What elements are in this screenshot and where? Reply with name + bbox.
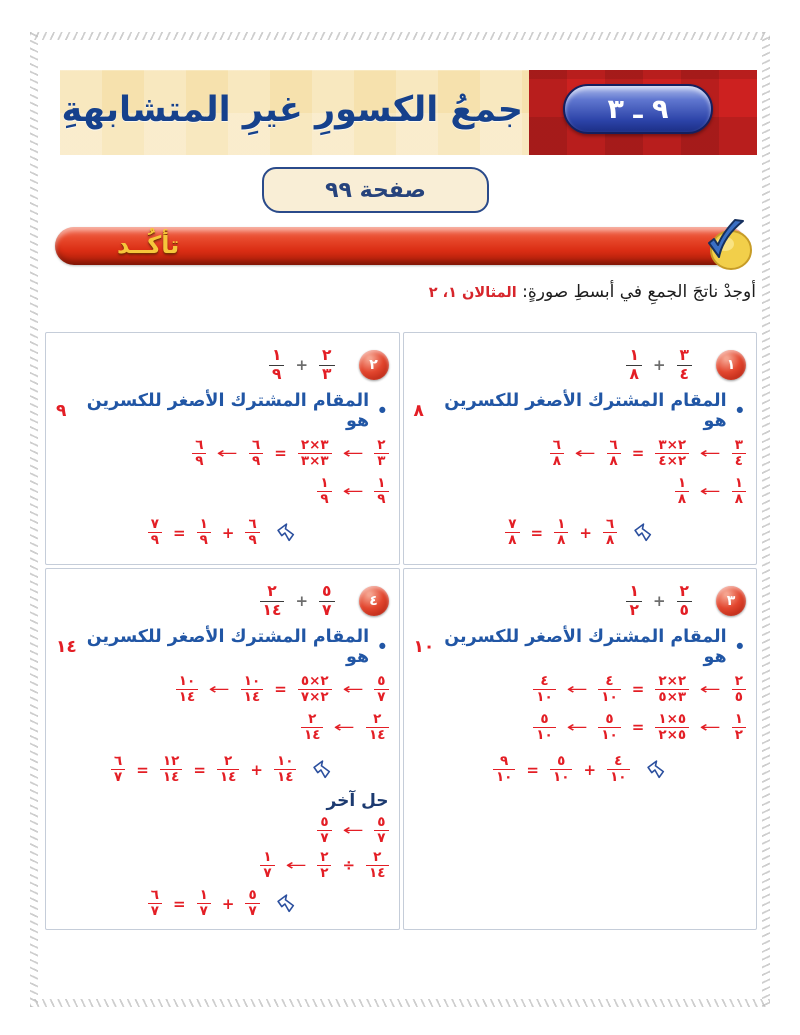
fraction-numerator: ١ bbox=[377, 474, 386, 491]
operator: + bbox=[295, 592, 309, 610]
fraction-numerator: ٩ bbox=[500, 753, 509, 770]
fraction bbox=[607, 754, 629, 785]
work-line-2 bbox=[56, 712, 389, 743]
fraction bbox=[366, 712, 388, 743]
work-line-2 bbox=[414, 476, 747, 507]
left-arrow-icon: ← bbox=[217, 444, 239, 463]
fraction bbox=[505, 517, 519, 548]
work-line-1 bbox=[414, 674, 747, 705]
result-line bbox=[414, 517, 747, 548]
fraction bbox=[245, 517, 259, 548]
fraction-denominator: ١٠ bbox=[598, 727, 620, 743]
left-arrow-icon: ← bbox=[699, 680, 722, 699]
fraction-denominator: ١٤ bbox=[366, 865, 388, 881]
examples-reference: المثالان ١، ٢ bbox=[428, 285, 517, 301]
fraction bbox=[260, 583, 285, 618]
fraction bbox=[241, 674, 263, 705]
alt-work-line-2 bbox=[56, 850, 389, 881]
fraction-denominator: ١٠ bbox=[550, 769, 572, 785]
problem-expression bbox=[626, 583, 692, 618]
bullet-icon: • bbox=[733, 398, 746, 423]
fraction-numerator: ١ bbox=[557, 516, 566, 533]
fraction-numerator: ٦ bbox=[150, 887, 160, 904]
fraction-numerator: ٥ bbox=[605, 710, 614, 727]
fraction bbox=[319, 347, 334, 382]
fraction-numerator: ٥ bbox=[377, 814, 386, 831]
work-line-1 bbox=[414, 438, 747, 469]
fraction bbox=[655, 438, 689, 469]
fraction bbox=[197, 888, 211, 919]
fraction-denominator: ٩ bbox=[192, 453, 206, 469]
operator: + bbox=[652, 592, 666, 610]
fraction bbox=[732, 712, 746, 743]
fraction-numerator: ٧ bbox=[508, 516, 517, 533]
fraction-denominator: ١٠ bbox=[533, 689, 555, 705]
lcd-statement bbox=[414, 391, 747, 431]
lcd-statement bbox=[56, 391, 389, 431]
fraction bbox=[249, 438, 263, 469]
problem-expression bbox=[260, 583, 335, 618]
fraction-numerator: ٥×١ bbox=[658, 710, 687, 727]
operator: = bbox=[631, 444, 645, 463]
fraction bbox=[533, 674, 555, 705]
fraction bbox=[192, 438, 206, 469]
problem-header-row bbox=[56, 575, 389, 625]
fraction-denominator: ٥×٢ bbox=[655, 727, 689, 743]
lesson-number-pill: ٩ ـ ٣ bbox=[563, 84, 713, 134]
fraction-denominator: ٧ bbox=[374, 689, 388, 705]
fraction-numerator: ١٠ bbox=[243, 673, 261, 689]
operator: = bbox=[274, 444, 287, 463]
fraction bbox=[301, 712, 323, 743]
problem-header-row bbox=[414, 575, 747, 625]
check-coin-icon bbox=[693, 213, 759, 277]
fraction bbox=[677, 583, 692, 618]
operator: = bbox=[530, 523, 544, 542]
decorative-border-bottom bbox=[30, 999, 770, 1007]
lcd-value: ٩ bbox=[56, 401, 67, 421]
fraction-numerator: ٣ bbox=[679, 346, 689, 365]
fraction-numerator: ٢ bbox=[373, 710, 382, 727]
operator: + bbox=[221, 523, 235, 542]
fraction bbox=[148, 888, 162, 919]
fraction-numerator: ٢×٥ bbox=[300, 673, 329, 689]
fraction bbox=[603, 517, 617, 548]
fraction-denominator: ١٤ bbox=[176, 689, 198, 705]
alternative-solution-label: حل آخر bbox=[326, 791, 389, 812]
fraction-denominator: ٣ bbox=[374, 453, 388, 469]
fraction-denominator: ٩ bbox=[245, 532, 259, 548]
lcd-value: ١٠ bbox=[413, 637, 435, 657]
fraction bbox=[197, 517, 211, 548]
instruction-line bbox=[196, 282, 756, 302]
fraction bbox=[655, 674, 689, 705]
fraction bbox=[554, 517, 568, 548]
fraction-denominator: ٨ bbox=[732, 491, 746, 507]
fraction-denominator: ١٤ bbox=[160, 769, 182, 785]
operator: ÷ bbox=[342, 856, 356, 875]
fraction-numerator: ٤ bbox=[605, 673, 614, 689]
left-arrow-icon: ← bbox=[574, 444, 596, 463]
result-line bbox=[56, 517, 389, 548]
problem-header-row bbox=[414, 339, 747, 389]
fraction-denominator: ٨ bbox=[626, 365, 641, 383]
fraction-numerator: ٤ bbox=[540, 673, 549, 689]
left-arrow-icon: ← bbox=[699, 444, 722, 463]
operator: = bbox=[526, 760, 539, 779]
left-arrow-icon: ← bbox=[208, 680, 231, 699]
fraction-denominator: ٨ bbox=[603, 532, 617, 548]
fraction bbox=[148, 517, 162, 548]
answer-arrow-icon bbox=[646, 760, 667, 780]
fraction-numerator: ٥ bbox=[377, 673, 386, 689]
operator: + bbox=[583, 760, 597, 779]
fraction-denominator: ١٤ bbox=[366, 727, 388, 743]
fraction-denominator: ٢ bbox=[626, 601, 641, 619]
operator: = bbox=[173, 523, 186, 542]
fraction-numerator: ٦ bbox=[552, 437, 561, 453]
operator: = bbox=[631, 680, 645, 699]
left-arrow-icon: ← bbox=[566, 680, 588, 699]
fraction-numerator: ٢ bbox=[373, 848, 382, 865]
fraction-numerator: ٢×٣ bbox=[658, 437, 687, 453]
fraction-numerator: ٦ bbox=[248, 516, 257, 533]
fraction bbox=[298, 674, 332, 705]
problem-expression bbox=[626, 347, 692, 382]
lcd-text: المقام المشترك الأصغر للكسرين هو bbox=[444, 391, 727, 431]
lcd-text: المقام المشترك الأصغر للكسرين هو bbox=[86, 627, 370, 667]
fraction bbox=[732, 476, 746, 507]
operator: = bbox=[274, 680, 287, 699]
fraction-numerator: ٢×٢ bbox=[658, 673, 687, 689]
fraction-numerator: ٢ bbox=[308, 710, 317, 727]
fraction bbox=[317, 815, 331, 846]
operator: + bbox=[652, 356, 666, 374]
operator: = bbox=[136, 760, 149, 779]
banner-red-area bbox=[529, 70, 757, 155]
fraction-numerator: ١ bbox=[677, 474, 687, 491]
fraction bbox=[374, 438, 388, 469]
problem-number-badge: ٣ bbox=[716, 586, 746, 616]
fraction bbox=[176, 674, 198, 705]
answer-arrow-icon bbox=[276, 894, 297, 914]
operator: + bbox=[579, 523, 592, 542]
fraction-denominator: ١٠ bbox=[533, 727, 555, 743]
fraction-denominator: ١٤ bbox=[301, 727, 323, 743]
answer-arrow-icon bbox=[276, 523, 297, 543]
fraction-denominator: ١٠ bbox=[598, 689, 620, 705]
fraction-numerator: ٦ bbox=[609, 437, 618, 453]
answer-arrow-icon bbox=[312, 760, 333, 780]
fraction bbox=[274, 754, 296, 785]
fraction-numerator: ٣×٢ bbox=[300, 437, 329, 453]
fraction-numerator: ٥ bbox=[248, 887, 257, 904]
fraction bbox=[319, 583, 334, 618]
problem-expression bbox=[269, 347, 335, 382]
fraction bbox=[655, 712, 689, 743]
lcd-statement bbox=[56, 627, 389, 667]
fraction-denominator: ٩ bbox=[148, 532, 162, 548]
fraction-numerator: ١٢ bbox=[162, 753, 180, 770]
fraction-numerator: ١ bbox=[320, 474, 329, 491]
fraction-denominator: ٣ bbox=[319, 365, 334, 383]
fraction bbox=[533, 712, 555, 743]
fraction-denominator: ٨ bbox=[505, 532, 519, 548]
fraction-numerator: ٣ bbox=[734, 437, 743, 453]
fraction-denominator: ٢ bbox=[317, 865, 331, 881]
fraction bbox=[111, 754, 125, 785]
instruction-text: أوجدْ ناتجَ الجمعِ في أبسطِ صورةٍ: bbox=[516, 282, 756, 302]
work-line-2 bbox=[56, 476, 389, 507]
fraction bbox=[160, 754, 182, 785]
fraction bbox=[298, 438, 332, 469]
fraction-denominator: ٧ bbox=[197, 903, 211, 919]
fraction-numerator: ٢ bbox=[322, 346, 332, 365]
fraction-numerator: ٢ bbox=[320, 848, 329, 865]
operator: = bbox=[173, 894, 186, 913]
fraction-denominator: ١٤ bbox=[260, 601, 285, 619]
fraction bbox=[626, 347, 641, 382]
problem-card-3 bbox=[403, 568, 758, 930]
fraction-numerator: ١ bbox=[734, 710, 743, 727]
fraction-denominator: ٧ bbox=[319, 601, 334, 619]
bullet-icon: • bbox=[733, 634, 746, 659]
problem-card-4 bbox=[45, 568, 400, 930]
fraction-numerator: ٢ bbox=[734, 673, 743, 689]
fraction-numerator: ٥ bbox=[540, 710, 549, 727]
fraction bbox=[217, 754, 239, 785]
fraction-numerator: ٢ bbox=[679, 582, 689, 601]
left-arrow-icon: ← bbox=[566, 718, 588, 737]
fraction bbox=[374, 815, 388, 846]
fraction bbox=[626, 583, 641, 618]
operator: = bbox=[193, 760, 206, 779]
fraction-denominator: ٧ bbox=[374, 830, 388, 846]
fraction-denominator: ٢×٧ bbox=[298, 689, 332, 705]
fraction-numerator: ٦ bbox=[114, 753, 123, 770]
work-line-1 bbox=[56, 438, 389, 469]
fraction bbox=[550, 438, 564, 469]
fraction-numerator: ١ bbox=[271, 346, 282, 365]
fraction-numerator: ١ bbox=[263, 848, 272, 865]
fraction-denominator: ١٤ bbox=[274, 769, 296, 785]
fraction-denominator: ٩ bbox=[249, 453, 263, 469]
fraction-numerator: ٦ bbox=[195, 437, 204, 453]
operator: = bbox=[631, 718, 645, 737]
problem-number-badge: ٤ bbox=[359, 586, 389, 616]
fraction-denominator: ٣×٥ bbox=[655, 689, 689, 705]
fraction-denominator: ٧ bbox=[148, 903, 162, 919]
fraction-numerator: ٢ bbox=[267, 582, 277, 601]
fraction bbox=[550, 754, 572, 785]
fraction-denominator: ٣×٣ bbox=[298, 453, 332, 469]
fraction-denominator: ٧ bbox=[317, 830, 331, 846]
fraction bbox=[675, 476, 689, 507]
fraction-numerator: ١٠ bbox=[178, 673, 196, 689]
result-line bbox=[56, 754, 389, 785]
fraction-numerator: ٥ bbox=[322, 582, 332, 601]
lcd-text: المقام المشترك الأصغر للكسرين هو bbox=[86, 391, 370, 431]
fraction-denominator: ٢×٤ bbox=[655, 453, 689, 469]
bullet-icon: • bbox=[376, 398, 389, 423]
alternative-solution bbox=[56, 785, 389, 919]
work-line-2 bbox=[414, 712, 747, 743]
problem-card-1 bbox=[403, 332, 758, 565]
fraction-numerator: ٧ bbox=[150, 516, 160, 533]
fraction-numerator: ١٠ bbox=[276, 753, 294, 770]
fraction-denominator: ٤ bbox=[677, 365, 692, 383]
lesson-header-banner bbox=[60, 70, 757, 155]
lcd-text: المقام المشترك الأصغر للكسرين هو bbox=[444, 627, 727, 667]
fraction-numerator: ١ bbox=[199, 516, 208, 533]
lcd-value: ١٤ bbox=[56, 637, 77, 657]
banner-title-area bbox=[60, 70, 529, 155]
fraction bbox=[677, 347, 692, 382]
fraction bbox=[374, 476, 388, 507]
answer-arrow-icon bbox=[633, 523, 654, 543]
left-arrow-icon: ← bbox=[699, 482, 722, 501]
left-arrow-icon: ← bbox=[285, 856, 307, 875]
fraction-numerator: ١ bbox=[629, 582, 639, 601]
operator: + bbox=[221, 894, 235, 913]
left-arrow-icon: ← bbox=[699, 718, 722, 737]
lcd-value: ٨ bbox=[413, 401, 424, 421]
fraction-denominator: ٨ bbox=[675, 491, 689, 507]
fraction bbox=[598, 712, 620, 743]
problem-number-badge: ١ bbox=[716, 350, 746, 380]
problems-grid bbox=[45, 332, 757, 930]
fraction-denominator: ٩ bbox=[197, 532, 211, 548]
fraction-numerator: ٢ bbox=[377, 437, 386, 453]
fraction bbox=[607, 438, 621, 469]
fraction-denominator: ٩ bbox=[374, 491, 388, 507]
fraction-denominator: ٢ bbox=[732, 727, 746, 743]
fraction-denominator: ٩ bbox=[317, 491, 331, 507]
fraction-numerator: ١ bbox=[199, 887, 208, 904]
fraction-denominator: ١٤ bbox=[241, 689, 263, 705]
left-arrow-icon: ← bbox=[334, 718, 356, 737]
fraction bbox=[732, 438, 746, 469]
fraction-denominator: ٥ bbox=[677, 601, 692, 619]
fraction bbox=[366, 850, 388, 881]
fraction-numerator: ١ bbox=[734, 474, 743, 491]
decorative-border-top bbox=[30, 32, 770, 40]
fraction-denominator: ٨ bbox=[554, 532, 568, 548]
fraction bbox=[493, 754, 515, 785]
operator: + bbox=[295, 356, 309, 374]
fraction-numerator: ٦ bbox=[605, 516, 615, 533]
fraction-denominator: ٨ bbox=[607, 453, 621, 469]
fraction bbox=[317, 476, 331, 507]
lcd-statement bbox=[414, 627, 747, 667]
fraction-denominator: ١٠ bbox=[493, 769, 515, 785]
left-arrow-icon: ← bbox=[342, 821, 364, 840]
fraction-denominator: ٧ bbox=[260, 865, 274, 881]
fraction-denominator: ١٠ bbox=[607, 769, 629, 785]
fraction-numerator: ٥ bbox=[320, 814, 329, 831]
fraction-denominator: ٩ bbox=[269, 365, 284, 383]
fraction bbox=[374, 674, 388, 705]
fraction bbox=[598, 674, 620, 705]
fraction-denominator: ٤ bbox=[732, 453, 746, 469]
decorative-border-left bbox=[30, 32, 38, 1007]
fraction-denominator: ٧ bbox=[111, 769, 125, 785]
fraction bbox=[260, 850, 274, 881]
fraction-numerator: ٤ bbox=[614, 753, 623, 770]
problem-header-row bbox=[56, 339, 389, 389]
alt-result-line bbox=[56, 888, 389, 919]
fraction-denominator: ٨ bbox=[550, 453, 564, 469]
operator: + bbox=[250, 760, 263, 779]
problem-card-2 bbox=[45, 332, 400, 565]
fraction-numerator: ١ bbox=[629, 346, 639, 365]
fraction-numerator: ٥ bbox=[557, 753, 566, 770]
bullet-icon: • bbox=[376, 634, 389, 659]
work-line-1 bbox=[56, 674, 389, 705]
fraction bbox=[245, 888, 259, 919]
left-arrow-icon: ← bbox=[342, 444, 364, 463]
decorative-border-right bbox=[762, 32, 770, 1007]
left-arrow-icon: ← bbox=[342, 482, 364, 501]
lesson-title: جمعُ الكسورِ غيرِ المتشابهةِ bbox=[61, 89, 523, 130]
page-number-badge: صفحة ٩٩ bbox=[262, 167, 489, 213]
left-arrow-icon: ← bbox=[342, 680, 364, 699]
confirm-section-bar bbox=[55, 227, 747, 265]
result-line bbox=[414, 754, 747, 785]
confirm-label: تأكُــد bbox=[117, 230, 180, 259]
fraction-numerator: ٦ bbox=[252, 437, 261, 453]
alt-work-line-1 bbox=[56, 815, 389, 846]
fraction bbox=[269, 347, 284, 382]
fraction-numerator: ٢ bbox=[224, 753, 233, 770]
problem-number-badge: ٢ bbox=[359, 350, 389, 380]
fraction-denominator: ٧ bbox=[245, 903, 259, 919]
fraction-denominator: ٥ bbox=[732, 689, 746, 705]
fraction bbox=[732, 674, 746, 705]
fraction-denominator: ١٤ bbox=[217, 769, 239, 785]
fraction bbox=[317, 850, 331, 881]
